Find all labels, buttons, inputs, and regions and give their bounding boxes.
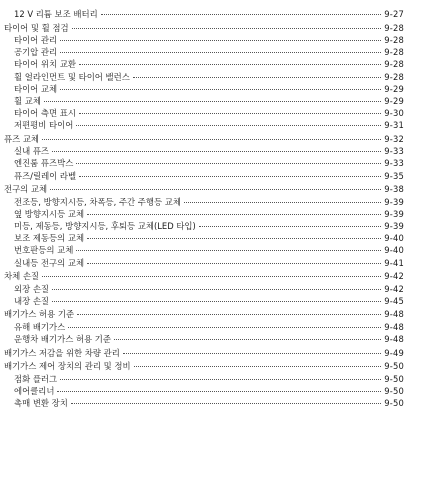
dot-leader (52, 151, 381, 152)
toc-entry-title: 휠 교체 (14, 95, 41, 106)
dot-leader (50, 189, 381, 190)
toc-page-number: 9-29 (384, 83, 404, 94)
toc-subsection-row[interactable] (4, 8, 404, 20)
toc-entry-title: 공기압 관리 (14, 47, 58, 58)
toc-subsection-row[interactable] (4, 257, 404, 269)
toc-page-number: 9-48 (384, 309, 404, 320)
toc-subsection-row[interactable] (4, 46, 404, 58)
dot-leader (57, 391, 381, 392)
toc-section-row[interactable] (4, 270, 404, 282)
toc-page-number: 9-45 (384, 295, 404, 306)
dot-leader (72, 28, 382, 29)
toc-subsection-row[interactable] (4, 321, 404, 333)
toc-subsection-row[interactable] (4, 244, 404, 256)
toc-subsection-row[interactable] (4, 385, 404, 397)
toc-section-row[interactable] (4, 360, 404, 372)
toc-entry-title: 옆 방향지시등 교체 (14, 208, 85, 219)
toc-section-row[interactable] (4, 347, 404, 359)
dot-leader (79, 113, 381, 114)
dot-leader (44, 101, 381, 102)
toc-subsection-row[interactable] (4, 373, 404, 385)
dot-leader (60, 379, 381, 380)
dot-leader (52, 301, 381, 302)
dot-leader (42, 139, 381, 140)
toc-entry-title: 외장 손질 (14, 283, 50, 294)
toc-entry-title: 엔진룸 퓨즈박스 (14, 158, 74, 169)
dot-leader (42, 276, 381, 277)
toc-entry-title: 촉매 변환 장치 (14, 397, 68, 408)
toc-page-number: 9-50 (384, 397, 404, 408)
toc-entry-title: 전조등, 방향지시등, 차폭등, 주간 주행등 교체 (14, 196, 181, 207)
dot-leader (60, 52, 381, 53)
toc-page-number: 9-31 (384, 120, 404, 131)
toc-page-number: 9-28 (384, 22, 404, 33)
toc-subsection-row[interactable] (4, 83, 404, 95)
toc-page-number: 9-39 (384, 220, 404, 231)
toc-page-number: 9-40 (384, 233, 404, 244)
toc-entry-title: 에어클리너 (14, 385, 55, 396)
toc-entry-title: 차체 손질 (4, 271, 40, 282)
toc-page-number: 9-42 (384, 271, 404, 282)
dot-leader (60, 89, 381, 90)
toc-entry-title: 점화 플러그 (14, 373, 58, 384)
dot-leader (101, 14, 382, 15)
toc-page-number: 9-29 (384, 95, 404, 106)
toc-entry-title: 전구의 교체 (4, 184, 48, 195)
toc-entry-title: 번호판등의 교체 (14, 245, 74, 256)
toc-subsection-row[interactable] (4, 95, 404, 107)
dot-leader (79, 64, 381, 65)
toc-entry-title: 타이어 관리 (14, 34, 58, 45)
toc-entry-title: 타이어 위치 교환 (14, 59, 76, 70)
toc-page-number: 9-28 (384, 59, 404, 70)
toc-entry-title: 저편평비 타이어 (14, 120, 74, 131)
dot-leader (123, 353, 381, 354)
dot-leader (71, 403, 381, 404)
dot-leader (199, 226, 381, 227)
toc-subsection-row[interactable] (4, 220, 404, 232)
toc-subsection-row[interactable] (4, 145, 404, 157)
dot-leader (68, 327, 381, 328)
toc-entry-title: 미등, 제동등, 방향지시등, 후퇴등 교체(LED 타입) (14, 220, 196, 231)
toc-section-row[interactable] (4, 22, 404, 34)
dot-leader (76, 250, 381, 251)
dot-leader (134, 366, 382, 367)
dot-leader (77, 314, 381, 315)
toc-subsection-row[interactable] (4, 232, 404, 244)
toc-subsection-row[interactable] (4, 58, 404, 70)
toc-page-number: 9-42 (384, 283, 404, 294)
dot-leader (87, 238, 381, 239)
toc-page-number: 9-32 (384, 134, 404, 145)
toc-page-number: 9-39 (384, 196, 404, 207)
dot-leader (79, 176, 381, 177)
toc-subsection-row[interactable] (4, 71, 404, 83)
toc-page-number: 9-33 (384, 146, 404, 157)
toc-subsection-row[interactable] (4, 170, 404, 182)
toc-subsection-row[interactable] (4, 107, 404, 119)
dot-leader (87, 263, 381, 264)
toc-entry-title: 보조 제동등의 교체 (14, 233, 85, 244)
toc-page-number: 9-50 (384, 373, 404, 384)
toc-subsection-row[interactable] (4, 119, 404, 131)
toc-page-number: 9-28 (384, 71, 404, 82)
toc-subsection-row[interactable] (4, 397, 404, 409)
toc-entry-title: 실내등 전구의 교체 (14, 257, 85, 268)
toc-section-row[interactable] (4, 183, 404, 195)
toc-page-number: 9-28 (384, 34, 404, 45)
toc-entry-title: 내장 손질 (14, 295, 50, 306)
toc-page-number: 9-33 (384, 158, 404, 169)
toc-page-number: 9-50 (384, 385, 404, 396)
toc-page-number: 9-50 (384, 361, 404, 372)
dot-leader (60, 40, 381, 41)
toc-subsection-row[interactable] (4, 157, 404, 169)
toc-section-row[interactable] (4, 308, 404, 320)
toc-entry-title: 12 V 리튬 보조 배터리 (14, 9, 98, 19)
dot-leader (87, 214, 381, 215)
toc-subsection-row[interactable] (4, 208, 404, 220)
toc-page-number: 9-49 (384, 347, 404, 358)
toc-subsection-row[interactable] (4, 196, 404, 208)
toc-page-number: 9-41 (384, 257, 404, 268)
toc-subsection-row[interactable] (4, 283, 404, 295)
toc-entry-title: 타이어 측면 표시 (14, 108, 76, 119)
toc-page-number: 9-27 (384, 9, 404, 19)
dot-leader (133, 77, 381, 78)
toc-subsection-row[interactable] (4, 333, 404, 345)
toc-subsection-row[interactable] (4, 34, 404, 46)
toc-entry-title: 퓨즈 교체 (4, 134, 40, 145)
toc-page-number: 9-48 (384, 321, 404, 332)
toc-page-number: 9-35 (384, 170, 404, 181)
toc-page-number: 9-48 (384, 333, 404, 344)
toc-entry-title: 실내 퓨즈 (14, 146, 50, 157)
dot-leader (184, 202, 381, 203)
toc-entry-title: 타이어 교체 (14, 83, 58, 94)
toc-entry-title: 배기가스 제어 장치의 관리 및 정비 (4, 361, 131, 372)
dot-leader (76, 125, 381, 126)
toc-entry-title: 퓨즈/릴레이 라벨 (14, 170, 77, 181)
dot-leader (114, 339, 381, 340)
toc-page-number: 9-38 (384, 184, 404, 195)
toc-page-number: 9-30 (384, 108, 404, 119)
table-of-contents (4, 8, 404, 409)
toc-entry-title: 타이어 및 휠 점검 (4, 22, 69, 33)
toc-entry-title: 배기가스 저감을 위한 차량 관리 (4, 347, 120, 358)
toc-subsection-row[interactable] (4, 295, 404, 307)
toc-section-row[interactable] (4, 133, 404, 145)
toc-page-number: 9-40 (384, 245, 404, 256)
dot-leader (76, 163, 381, 164)
toc-entry-title: 운행차 배기가스 허용 기준 (14, 333, 111, 344)
toc-entry-title: 휠 얼라인먼트 및 타이어 밸런스 (14, 71, 130, 82)
toc-entry-title: 유해 배기가스 (14, 321, 66, 332)
toc-page-number: 9-28 (384, 47, 404, 58)
toc-entry-title: 배기가스 허용 기준 (4, 309, 75, 320)
dot-leader (52, 289, 381, 290)
toc-page-number: 9-39 (384, 208, 404, 219)
